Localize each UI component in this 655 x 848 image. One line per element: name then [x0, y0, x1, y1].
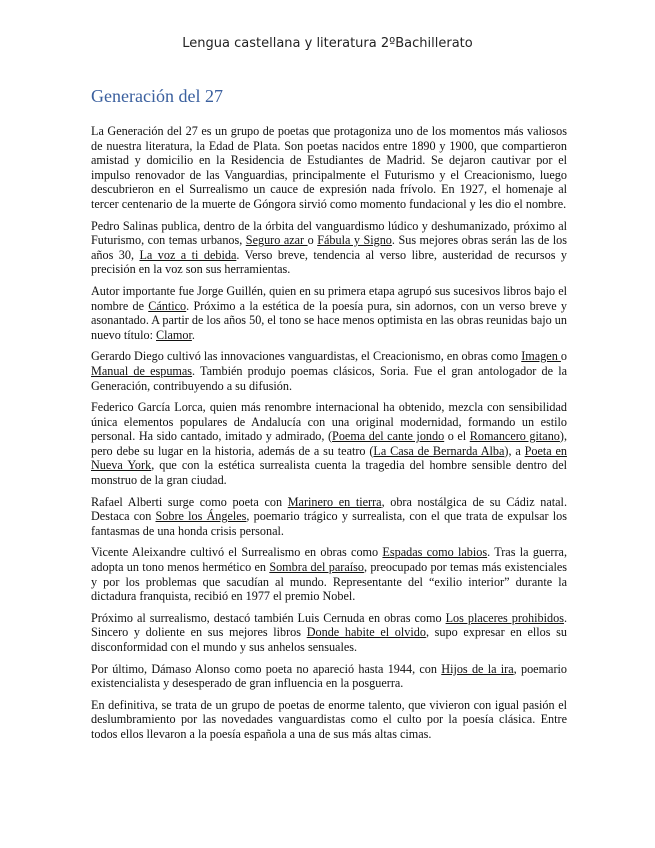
paragraph-text: ), a	[504, 443, 525, 458]
work-title: Donde habite el olvido	[306, 625, 426, 640]
paragraph-text: Por último, Dámaso Alonso como poeta no apareció hasta 1944, con	[91, 661, 442, 676]
work-title: Marinero en tierra	[287, 494, 382, 509]
document-body	[91, 124, 567, 749]
paragraph-text: o	[560, 349, 568, 364]
paragraph	[91, 219, 567, 277]
paragraph-text: Autor importante fue Jorge Guillén, quien en su primera etapa agrupó sus sucesivos libros bajo el nombre de	[91, 283, 567, 313]
page-title: Generación del 27	[91, 86, 223, 106]
work-title: Clamor	[156, 327, 192, 342]
work-title: Los placeres prohibidos	[445, 610, 564, 625]
work-title: La voz a ti debida	[139, 247, 237, 262]
paragraph-text: , que con la estética surrealista cuenta la tragedia del hombre sensible dentro del monstruo de la gran ciudad.	[91, 458, 567, 488]
paragraph-text: , poemario trágico y surrealista, con el que trata de expulsar los fantasmas de una honda crisis personal.	[91, 509, 567, 538]
paragraph	[91, 349, 567, 393]
work-title: Fábula y Signo	[317, 233, 392, 248]
paragraph-text: . Sincero y doliente en sus mejores libros	[91, 610, 567, 640]
paragraph-text: En definitiva, se trata de un grupo de poetas de enorme talento, que vivieron con igual pasión el deslumbramiento por las novedades vanguardistas como el culto por la poesía clásica. Entre todos ellos llevaron a la poesía española a una de sus más altas cimas.	[91, 697, 567, 741]
page-header: Lengua castellana y literatura 2ºBachillerato	[182, 36, 473, 51]
paragraph	[91, 400, 567, 488]
work-title: Espadas como labios	[382, 545, 488, 560]
work-title: La Casa de Bernarda Alba	[373, 443, 505, 458]
paragraph-text: La Generación del 27 es un grupo de poetas que protagoniza uno de los momentos más valiosos de nuestra literatura, la Edad de Plata. Son poetas nacidos entre 1890 y 1900, que compartieron amistad y domicilio en la Residencia de Estudiantes de Madrid. Se dejaron cautivar por el impulso renovador de las Vanguardias, principalmente el Futurismo y el Creacionismo, luego descubrieron en el Surrealismo un cauce de expresión nada frívolo. En 1927, el homenaje al tercer centenario de la muerte de Góngora sirvió como momento fundacional y les dio el nombre.	[91, 124, 567, 211]
paragraph-text: Próximo al surrealismo, destacó también Luis Cernuda en obras como	[91, 610, 446, 625]
paragraph	[91, 495, 567, 539]
work-title: Seguro azar	[245, 233, 308, 248]
paragraph-text: Federico García Lorca, quien más renombre internacional ha obtenido, mezcla con sensibilidad única elementos populares de Andalucía con una original modernidad, formando un estilo personal. Ha sido cantado, imitado y admirado, (	[91, 400, 567, 444]
work-title: Poeta en Nueva York	[91, 443, 567, 473]
work-title: Manual de espumas	[91, 363, 193, 378]
work-title: Romancero gitano	[469, 429, 560, 444]
paragraph-text: o	[307, 233, 318, 248]
paragraph	[91, 611, 567, 655]
paragraph	[91, 545, 567, 603]
paragraph-text: Vicente Aleixandre cultivó el Surrealismo en obras como	[91, 545, 383, 560]
paragraph-text: . Tras la guerra, adopta un tono menos hermético en	[91, 545, 567, 575]
paragraph-text: o el	[444, 429, 470, 444]
paragraph	[91, 662, 567, 691]
paragraph-text: Pedro Salinas publica, dentro de la órbita del vanguardismo lúdico y deshumanizado, próximo al Futurismo, con temas urbanos,	[91, 218, 567, 248]
paragraph-text: Gerardo Diego cultivó las innovaciones vanguardistas, el Creacionismo, en obras como	[91, 349, 522, 364]
paragraph	[91, 284, 567, 342]
work-title: Sombra del paraíso	[269, 560, 364, 575]
paragraph-text: . Sus mejores obras serán las de los años 30,	[91, 233, 567, 262]
paragraph-text: ), pero debe su lugar en la historia, además de a su teatro (	[91, 429, 568, 458]
paragraph-text: . También produjo poemas clásicos, Soria. Fue el gran antologador de la Generación, contribuyendo a su difusión.	[91, 363, 567, 393]
paragraph	[91, 698, 567, 742]
paragraph-text: Rafael Alberti surge como poeta con	[91, 494, 288, 509]
paragraph	[91, 124, 567, 212]
work-title: Cántico	[148, 298, 187, 313]
paragraph-text: . Próximo a la estética de la poesía pura, sin adornos, con un verso breve y asonantado. A partir de los años 50, el tono se hace menos optimista en las obras reunidas bajo un nuevo título:	[91, 298, 567, 342]
work-title: Poema del cante jondo	[332, 429, 445, 444]
work-title: Imagen	[521, 349, 561, 364]
paragraph-text: , supo expresar en ellos su disconformidad con el mundo y sus anhelos sensuales.	[91, 625, 567, 654]
work-title: Hijos de la ira	[441, 661, 514, 676]
paragraph-text: , preocupado por temas más existenciales y por los problemas que sacudían al mundo. Representante del “exilio interior” durante la dictadura franquista, recibió en 1977 el premio Nobel.	[91, 560, 568, 604]
paragraph-text: , obra nostálgica de su Cádiz natal. Destaca con	[91, 494, 567, 524]
paragraph-text: .	[191, 327, 195, 342]
paragraph-text: , poemario existencialista y desesperado de gran influencia en la posguerra.	[91, 661, 567, 691]
paragraph-text: . Verso breve, tendencia al verso libre, austeridad de recursos y precisión en la voz son sus herramientas.	[91, 247, 568, 277]
work-title: Sobre los Ángeles	[155, 509, 247, 524]
